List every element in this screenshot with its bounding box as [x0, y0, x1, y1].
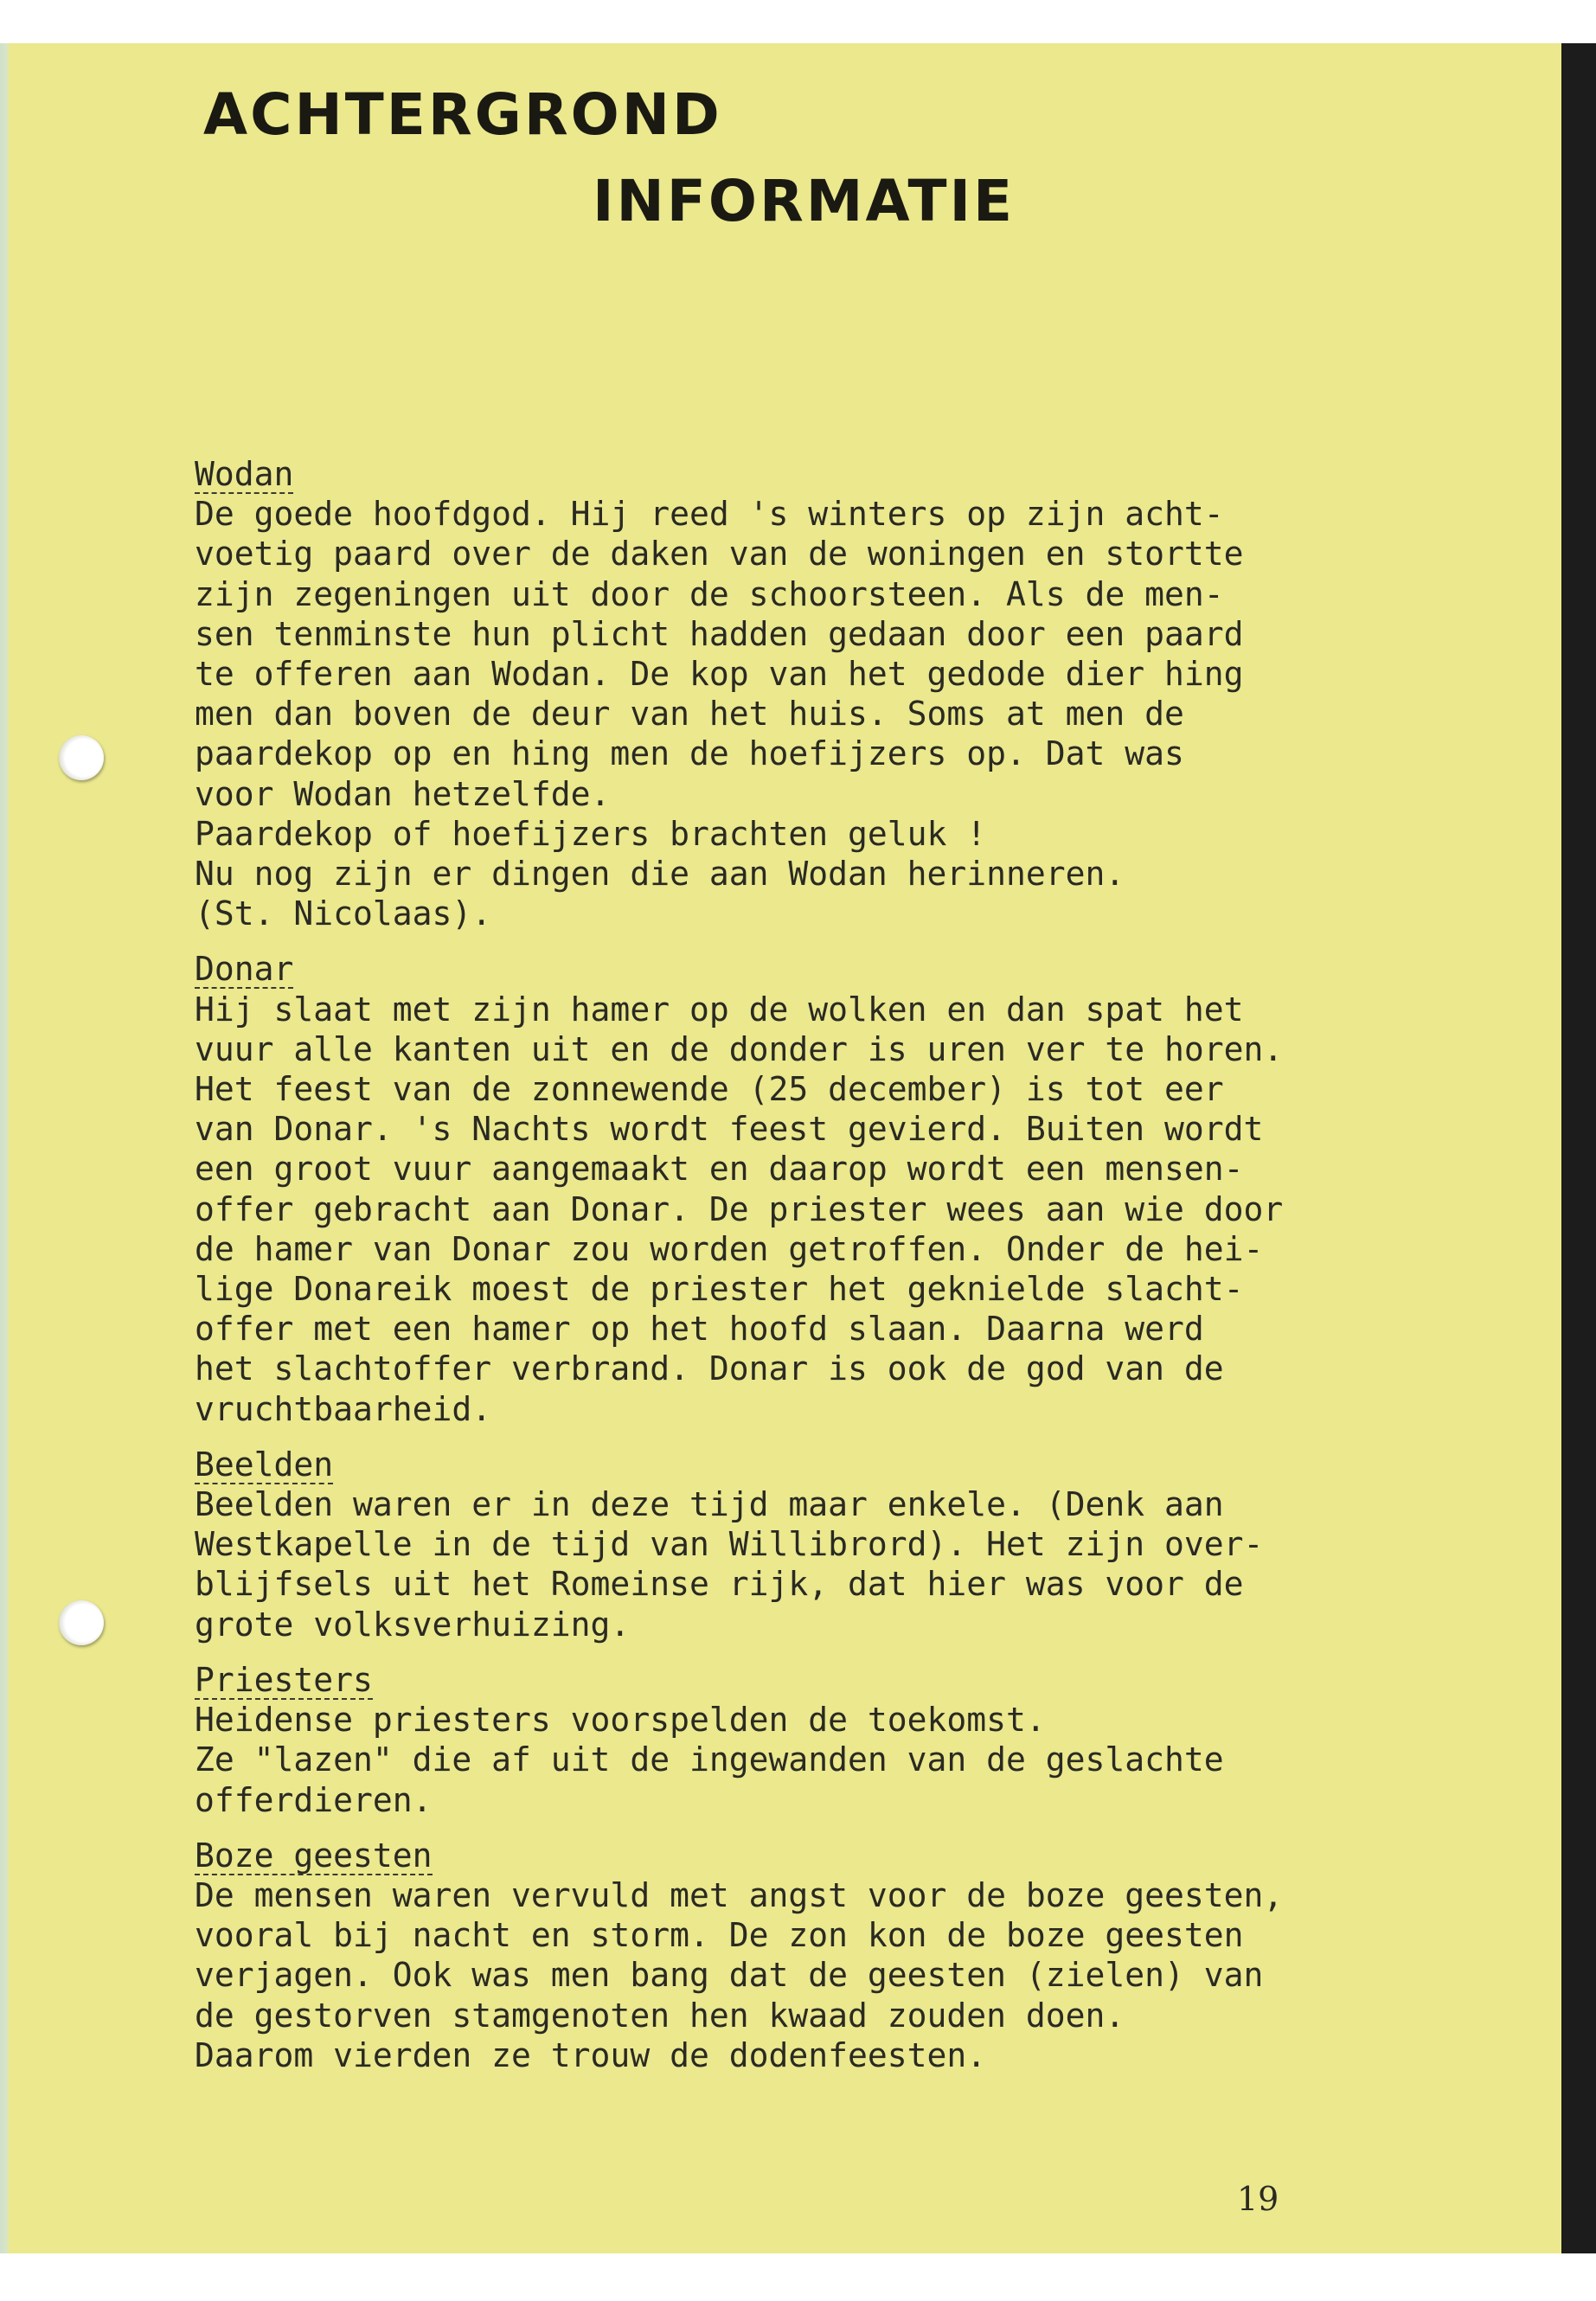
- section-title: Boze geesten: [195, 1836, 433, 1875]
- section-title: Priesters: [195, 1660, 373, 1699]
- section-wodan: [195, 454, 1345, 933]
- section-title: Beelden: [195, 1445, 334, 1484]
- document-page: [9, 43, 1561, 2253]
- section-boze-geesten: [195, 1836, 1345, 2075]
- punch-hole-icon: [59, 735, 104, 780]
- section-text: Heidense priesters voorspelden de toekomst. Ze "lazen" die af uit de ingewanden van de geslachte offerdieren.: [195, 1701, 1224, 1819]
- section-title: Wodan: [195, 455, 294, 493]
- section-priesters: [195, 1660, 1345, 1820]
- section-text: De goede hoofdgod. Hij reed 's winters op zijn acht- voetig paard over de daken van de woningen en stortte zijn zegeningen uit door de schoorsteen. Als de men- sen tenminste hun plicht hadden gedaan door een paard te offeren aan Wodan. De kop van het gedode dier hing men dan boven de deur van het huis. Soms at men de paardekop op en hing men de hoefijzers op. Dat was voor Wodan hetzelfde. Paardekop of hoefijzers brachten geluk ! Nu nog zijn er dingen die aan Wodan herinneren. (St. Nicolaas).: [195, 495, 1244, 933]
- section-title: Donar: [195, 950, 294, 989]
- section-text: Beelden waren er in deze tijd maar enkele. (Denk aan Westkapelle in de tijd van Willibrord). Het zijn over- blijfsels uit het Romeinse rijk, dat hier was voor de grote volksverhuizing.: [195, 1485, 1264, 1644]
- section-donar: [195, 949, 1345, 1428]
- title-line-2: INFORMATIE: [593, 168, 1016, 234]
- scan-border: [1561, 43, 1596, 2253]
- page-number: 19: [1237, 2180, 1279, 2218]
- body-text: [195, 454, 1345, 2091]
- punch-hole-icon: [59, 1600, 104, 1645]
- scan-margin: [0, 2253, 1596, 2301]
- section-text: De mensen waren vervuld met angst voor de boze geesten, vooral bij nacht en storm. De zon kon de boze geesten verjagen. Ook was men bang dat de geesten (zielen) van de gestorven stamgenoten hen kwaad zouden doen. Daarom vierden ze trouw de dodenfeesten.: [195, 1875, 1284, 2074]
- section-beelden: [195, 1445, 1345, 1644]
- section-text: Hij slaat met zijn hamer op de wolken en dan spat het vuur alle kanten uit en de donder is uren ver te horen. Het feest van de zonnewende (25 december) is tot eer van Donar. 's Nachts wordt feest gevierd. Buiten wordt een groot vuur aangemaakt en daarop wordt een mensen- offer gebracht aan Donar. De priester wees aan wie door de hamer van Donar zou worden getroffen. Onder de hei- lige Donareik moest de priester het geknielde slacht- offer met een hamer op het hoofd slaan. Daarna werd het slachtoffer verbrand. Donar is ook de god van de vruchtbaarheid.: [195, 990, 1284, 1428]
- title-line-1: ACHTERGROND: [203, 81, 722, 148]
